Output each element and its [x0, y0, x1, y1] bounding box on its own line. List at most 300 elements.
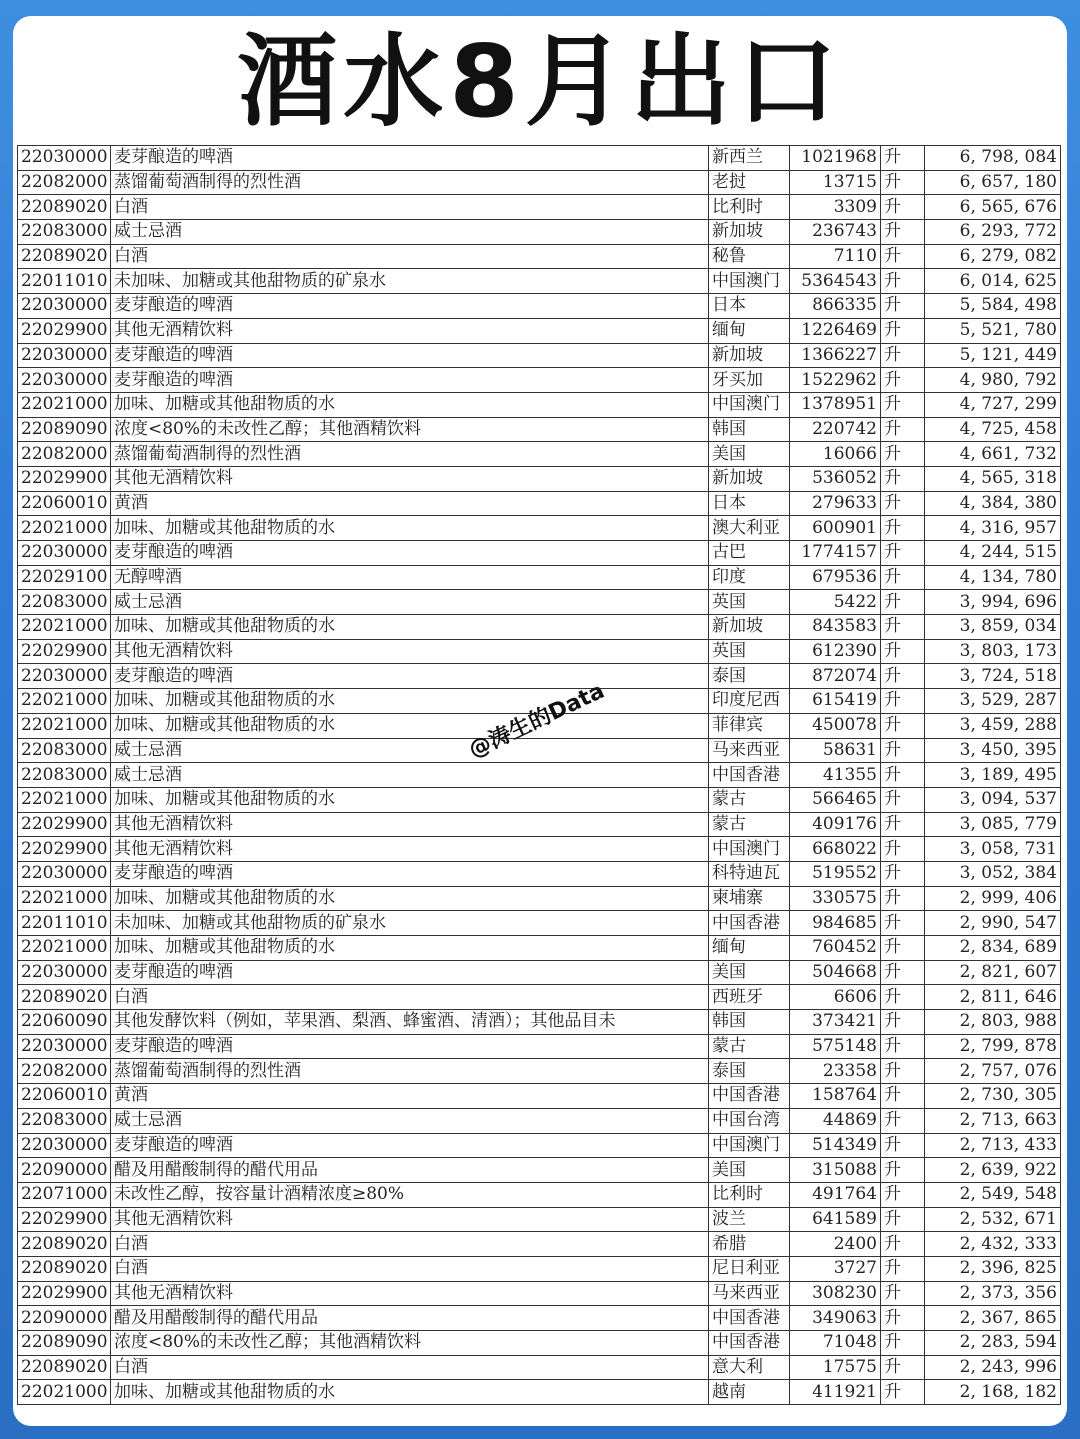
hs-code-cell: 22030000 [18, 541, 111, 566]
hs-code-cell: 22029900 [18, 318, 111, 343]
country-cell: 中国台湾 [709, 1108, 790, 1133]
country-cell: 韩国 [709, 417, 790, 442]
product-name-cell: 白酒 [111, 1256, 709, 1281]
hs-code-cell: 22083000 [18, 1108, 111, 1133]
country-cell: 老挝 [709, 170, 790, 195]
country-cell: 新加坡 [709, 615, 790, 640]
country-cell: 波兰 [709, 1207, 790, 1232]
product-name-cell: 麦芽酿造的啤酒 [111, 541, 709, 566]
unit-cell: 升 [881, 936, 925, 961]
quantity-cell: 23358 [790, 1059, 881, 1084]
value-cell: 4, 725, 458 [925, 417, 1061, 442]
table-body [18, 146, 1061, 1405]
value-cell: 3, 052, 384 [925, 861, 1061, 886]
value-cell: 2, 639, 922 [925, 1158, 1061, 1183]
quantity-cell: 279633 [790, 491, 881, 516]
quantity-cell: 2400 [790, 1232, 881, 1257]
country-cell: 希腊 [709, 1232, 790, 1257]
unit-cell: 升 [881, 442, 925, 467]
hs-code-cell: 22060090 [18, 1010, 111, 1035]
product-name-cell: 加味、加糖或其他甜物质的水 [111, 392, 709, 417]
hs-code-cell: 22082000 [18, 1059, 111, 1084]
unit-cell: 升 [881, 689, 925, 714]
hs-code-cell: 22029900 [18, 1281, 111, 1306]
product-name-cell: 蒸馏葡萄酒制得的烈性酒 [111, 1059, 709, 1084]
table-row [18, 1034, 1061, 1059]
product-name-cell: 醋及用醋酸制得的醋代用品 [111, 1158, 709, 1183]
quantity-cell: 872074 [790, 664, 881, 689]
country-cell: 蒙古 [709, 812, 790, 837]
unit-cell: 升 [881, 738, 925, 763]
table-row [18, 936, 1061, 961]
hs-code-cell: 22030000 [18, 368, 111, 393]
value-cell: 4, 384, 380 [925, 491, 1061, 516]
quantity-cell: 519552 [790, 861, 881, 886]
hs-code-cell: 22083000 [18, 220, 111, 245]
unit-cell: 升 [881, 911, 925, 936]
table-row [18, 1331, 1061, 1356]
table-row [18, 639, 1061, 664]
product-name-cell: 加味、加糖或其他甜物质的水 [111, 615, 709, 640]
table-row [18, 491, 1061, 516]
unit-cell: 升 [881, 318, 925, 343]
unit-cell: 升 [881, 244, 925, 269]
table-row [18, 195, 1061, 220]
value-cell: 2, 811, 646 [925, 985, 1061, 1010]
hs-code-cell: 22082000 [18, 170, 111, 195]
unit-cell: 升 [881, 1306, 925, 1331]
export-table [17, 145, 1061, 1405]
product-name-cell: 其他无酒精饮料 [111, 466, 709, 491]
table-row [18, 1158, 1061, 1183]
unit-cell: 升 [881, 615, 925, 640]
hs-code-cell: 22029900 [18, 812, 111, 837]
hs-code-cell: 22021000 [18, 392, 111, 417]
country-cell: 中国香港 [709, 763, 790, 788]
quantity-cell: 44869 [790, 1108, 881, 1133]
hs-code-cell: 22021000 [18, 713, 111, 738]
hs-code-cell: 22011010 [18, 269, 111, 294]
hs-code-cell: 22089090 [18, 417, 111, 442]
hs-code-cell: 22029900 [18, 1207, 111, 1232]
country-cell: 新西兰 [709, 146, 790, 171]
value-cell: 2, 549, 548 [925, 1182, 1061, 1207]
unit-cell: 升 [881, 960, 925, 985]
product-name-cell: 未加味、加糖或其他甜物质的矿泉水 [111, 911, 709, 936]
value-cell: 2, 990, 547 [925, 911, 1061, 936]
quantity-cell: 504668 [790, 960, 881, 985]
country-cell: 柬埔寨 [709, 886, 790, 911]
product-name-cell: 黄酒 [111, 491, 709, 516]
hs-code-cell: 22030000 [18, 343, 111, 368]
unit-cell: 升 [881, 1256, 925, 1281]
country-cell: 马来西亚 [709, 738, 790, 763]
unit-cell: 升 [881, 861, 925, 886]
value-cell: 2, 821, 607 [925, 960, 1061, 985]
table-row [18, 343, 1061, 368]
hs-code-cell: 22030000 [18, 1133, 111, 1158]
value-cell: 4, 661, 732 [925, 442, 1061, 467]
unit-cell: 升 [881, 1084, 925, 1109]
hs-code-cell: 22021000 [18, 1380, 111, 1405]
value-cell: 3, 994, 696 [925, 590, 1061, 615]
product-name-cell: 加味、加糖或其他甜物质的水 [111, 1380, 709, 1405]
unit-cell: 升 [881, 392, 925, 417]
table-row [18, 269, 1061, 294]
quantity-cell: 236743 [790, 220, 881, 245]
unit-cell: 升 [881, 1182, 925, 1207]
value-cell: 4, 316, 957 [925, 516, 1061, 541]
table-row [18, 911, 1061, 936]
quantity-cell: 760452 [790, 936, 881, 961]
quantity-cell: 409176 [790, 812, 881, 837]
table-row [18, 318, 1061, 343]
hs-code-cell: 22089020 [18, 244, 111, 269]
table-row [18, 787, 1061, 812]
hs-code-cell: 22029900 [18, 639, 111, 664]
unit-cell: 升 [881, 1034, 925, 1059]
hs-code-cell: 22011010 [18, 911, 111, 936]
value-cell: 6, 293, 772 [925, 220, 1061, 245]
product-name-cell: 加味、加糖或其他甜物质的水 [111, 516, 709, 541]
product-name-cell: 麦芽酿造的啤酒 [111, 146, 709, 171]
value-cell: 3, 724, 518 [925, 664, 1061, 689]
product-name-cell: 其他无酒精饮料 [111, 639, 709, 664]
country-cell: 中国澳门 [709, 1133, 790, 1158]
quantity-cell: 575148 [790, 1034, 881, 1059]
country-cell: 英国 [709, 590, 790, 615]
table-row [18, 886, 1061, 911]
hs-code-cell: 22029900 [18, 837, 111, 862]
hs-code-cell: 22030000 [18, 960, 111, 985]
value-cell: 6, 279, 082 [925, 244, 1061, 269]
product-name-cell: 白酒 [111, 985, 709, 1010]
table-row [18, 1207, 1061, 1232]
quantity-cell: 349063 [790, 1306, 881, 1331]
country-cell: 中国香港 [709, 1084, 790, 1109]
hs-code-cell: 22089020 [18, 195, 111, 220]
unit-cell: 升 [881, 1232, 925, 1257]
product-name-cell: 未改性乙醇，按容量计酒精浓度≥80% [111, 1182, 709, 1207]
country-cell: 英国 [709, 639, 790, 664]
country-cell: 中国香港 [709, 1331, 790, 1356]
value-cell: 2, 713, 663 [925, 1108, 1061, 1133]
quantity-cell: 373421 [790, 1010, 881, 1035]
unit-cell: 升 [881, 985, 925, 1010]
value-cell: 6, 798, 084 [925, 146, 1061, 171]
unit-cell: 升 [881, 1355, 925, 1380]
watermark: @涛生的Data [465, 678, 609, 764]
hs-code-cell: 22082000 [18, 442, 111, 467]
product-name-cell: 其他无酒精饮料 [111, 837, 709, 862]
quantity-cell: 220742 [790, 417, 881, 442]
quantity-cell: 491764 [790, 1182, 881, 1207]
quantity-cell: 984685 [790, 911, 881, 936]
country-cell: 泰国 [709, 664, 790, 689]
hs-code-cell: 22021000 [18, 516, 111, 541]
value-cell: 2, 757, 076 [925, 1059, 1061, 1084]
quantity-cell: 3309 [790, 195, 881, 220]
country-cell: 泰国 [709, 1059, 790, 1084]
country-cell: 尼日利亚 [709, 1256, 790, 1281]
hs-code-cell: 22030000 [18, 146, 111, 171]
country-cell: 新加坡 [709, 343, 790, 368]
quantity-cell: 600901 [790, 516, 881, 541]
country-cell: 比利时 [709, 195, 790, 220]
table-row [18, 565, 1061, 590]
product-name-cell: 加味、加糖或其他甜物质的水 [111, 936, 709, 961]
hs-code-cell: 22089090 [18, 1331, 111, 1356]
unit-cell: 升 [881, 417, 925, 442]
table-row [18, 664, 1061, 689]
country-cell: 中国澳门 [709, 392, 790, 417]
unit-cell: 升 [881, 146, 925, 171]
country-cell: 牙买加 [709, 368, 790, 393]
quantity-cell: 315088 [790, 1158, 881, 1183]
hs-code-cell: 22021000 [18, 689, 111, 714]
value-cell: 3, 859, 034 [925, 615, 1061, 640]
page-title: 酒水8月出口 [237, 23, 843, 140]
unit-cell: 升 [881, 516, 925, 541]
unit-cell: 升 [881, 837, 925, 862]
quantity-cell: 5422 [790, 590, 881, 615]
value-cell: 2, 999, 406 [925, 886, 1061, 911]
country-cell: 古巴 [709, 541, 790, 566]
quantity-cell: 612390 [790, 639, 881, 664]
country-cell: 蒙古 [709, 787, 790, 812]
value-cell: 2, 803, 988 [925, 1010, 1061, 1035]
product-name-cell: 黄酒 [111, 1084, 709, 1109]
content-card [13, 16, 1067, 1426]
unit-cell: 升 [881, 713, 925, 738]
quantity-cell: 16066 [790, 442, 881, 467]
quantity-cell: 41355 [790, 763, 881, 788]
country-cell: 比利时 [709, 1182, 790, 1207]
quantity-cell: 58631 [790, 738, 881, 763]
quantity-cell: 158764 [790, 1084, 881, 1109]
table-row [18, 763, 1061, 788]
value-cell: 6, 014, 625 [925, 269, 1061, 294]
value-cell: 3, 450, 395 [925, 738, 1061, 763]
value-cell: 6, 657, 180 [925, 170, 1061, 195]
country-cell: 中国香港 [709, 911, 790, 936]
value-cell: 2, 713, 433 [925, 1133, 1061, 1158]
hs-code-cell: 22089020 [18, 1256, 111, 1281]
product-name-cell: 白酒 [111, 195, 709, 220]
unit-cell: 升 [881, 1108, 925, 1133]
value-cell: 3, 085, 779 [925, 812, 1061, 837]
unit-cell: 升 [881, 812, 925, 837]
quantity-cell: 514349 [790, 1133, 881, 1158]
quantity-cell: 71048 [790, 1331, 881, 1356]
product-name-cell: 加味、加糖或其他甜物质的水 [111, 713, 709, 738]
quantity-cell: 679536 [790, 565, 881, 590]
unit-cell: 升 [881, 466, 925, 491]
unit-cell: 升 [881, 1010, 925, 1035]
quantity-cell: 641589 [790, 1207, 881, 1232]
unit-cell: 升 [881, 491, 925, 516]
country-cell: 菲律宾 [709, 713, 790, 738]
hs-code-cell: 22089020 [18, 985, 111, 1010]
country-cell: 日本 [709, 491, 790, 516]
quantity-cell: 566465 [790, 787, 881, 812]
table-row [18, 1084, 1061, 1109]
country-cell: 中国澳门 [709, 837, 790, 862]
table-row [18, 1380, 1061, 1405]
hs-code-cell: 22029100 [18, 565, 111, 590]
product-name-cell: 其他无酒精饮料 [111, 318, 709, 343]
product-name-cell: 麦芽酿造的啤酒 [111, 861, 709, 886]
quantity-cell: 1226469 [790, 318, 881, 343]
country-cell: 澳大利亚 [709, 516, 790, 541]
hs-code-cell: 22021000 [18, 615, 111, 640]
table-row [18, 1059, 1061, 1084]
value-cell: 3, 803, 173 [925, 639, 1061, 664]
product-name-cell: 浓度<80%的未改性乙醇；其他酒精饮料 [111, 417, 709, 442]
product-name-cell: 麦芽酿造的啤酒 [111, 960, 709, 985]
country-cell: 缅甸 [709, 936, 790, 961]
product-name-cell: 白酒 [111, 244, 709, 269]
unit-cell: 升 [881, 1331, 925, 1356]
unit-cell: 升 [881, 886, 925, 911]
quantity-cell: 866335 [790, 294, 881, 319]
product-name-cell: 威士忌酒 [111, 738, 709, 763]
country-cell: 科特迪瓦 [709, 861, 790, 886]
unit-cell: 升 [881, 1281, 925, 1306]
unit-cell: 升 [881, 541, 925, 566]
unit-cell: 升 [881, 763, 925, 788]
product-name-cell: 威士忌酒 [111, 590, 709, 615]
unit-cell: 升 [881, 1207, 925, 1232]
value-cell: 2, 432, 333 [925, 1232, 1061, 1257]
product-name-cell: 无醇啤酒 [111, 565, 709, 590]
country-cell: 马来西亚 [709, 1281, 790, 1306]
product-name-cell: 威士忌酒 [111, 763, 709, 788]
product-name-cell: 其他无酒精饮料 [111, 1207, 709, 1232]
product-name-cell: 加味、加糖或其他甜物质的水 [111, 787, 709, 812]
table-row [18, 861, 1061, 886]
table-row [18, 1281, 1061, 1306]
unit-cell: 升 [881, 1158, 925, 1183]
unit-cell: 升 [881, 590, 925, 615]
hs-code-cell: 22089020 [18, 1355, 111, 1380]
product-name-cell: 麦芽酿造的啤酒 [111, 664, 709, 689]
table-row [18, 985, 1061, 1010]
table-row [18, 541, 1061, 566]
quantity-cell: 668022 [790, 837, 881, 862]
product-name-cell: 蒸馏葡萄酒制得的烈性酒 [111, 170, 709, 195]
hs-code-cell: 22021000 [18, 787, 111, 812]
product-name-cell: 麦芽酿造的啤酒 [111, 1034, 709, 1059]
table-row [18, 812, 1061, 837]
unit-cell: 升 [881, 565, 925, 590]
country-cell: 印度 [709, 565, 790, 590]
unit-cell: 升 [881, 368, 925, 393]
table-row [18, 1355, 1061, 1380]
unit-cell: 升 [881, 1133, 925, 1158]
product-name-cell: 其他无酒精饮料 [111, 812, 709, 837]
product-name-cell: 其他发酵饮料（例如，苹果酒、梨酒、蜂蜜酒、清酒）；其他品目未 [111, 1010, 709, 1035]
quantity-cell: 1366227 [790, 343, 881, 368]
product-name-cell: 白酒 [111, 1355, 709, 1380]
value-cell: 2, 373, 356 [925, 1281, 1061, 1306]
table-row [18, 615, 1061, 640]
table-row [18, 738, 1061, 763]
hs-code-cell: 22090000 [18, 1306, 111, 1331]
value-cell: 2, 283, 594 [925, 1331, 1061, 1356]
unit-cell: 升 [881, 220, 925, 245]
value-cell: 3, 189, 495 [925, 763, 1061, 788]
product-name-cell: 未加味、加糖或其他甜物质的矿泉水 [111, 269, 709, 294]
unit-cell: 升 [881, 269, 925, 294]
hs-code-cell: 22021000 [18, 886, 111, 911]
country-cell: 美国 [709, 960, 790, 985]
quantity-cell: 17575 [790, 1355, 881, 1380]
hs-code-cell: 22090000 [18, 1158, 111, 1183]
unit-cell: 升 [881, 664, 925, 689]
table-row [18, 170, 1061, 195]
hs-code-cell: 22060010 [18, 1084, 111, 1109]
quantity-cell: 7110 [790, 244, 881, 269]
table-row [18, 466, 1061, 491]
product-name-cell: 醋及用醋酸制得的醋代用品 [111, 1306, 709, 1331]
quantity-cell: 3727 [790, 1256, 881, 1281]
table-row [18, 392, 1061, 417]
product-name-cell: 其他无酒精饮料 [111, 1281, 709, 1306]
quantity-cell: 6606 [790, 985, 881, 1010]
unit-cell: 升 [881, 195, 925, 220]
table-row [18, 146, 1061, 171]
quantity-cell: 411921 [790, 1380, 881, 1405]
country-cell: 西班牙 [709, 985, 790, 1010]
quantity-cell: 1774157 [790, 541, 881, 566]
quantity-cell: 1378951 [790, 392, 881, 417]
value-cell: 3, 094, 537 [925, 787, 1061, 812]
country-cell: 美国 [709, 1158, 790, 1183]
table-row [18, 590, 1061, 615]
country-cell: 韩国 [709, 1010, 790, 1035]
country-cell: 意大利 [709, 1355, 790, 1380]
hs-code-cell: 22030000 [18, 1034, 111, 1059]
value-cell: 2, 532, 671 [925, 1207, 1061, 1232]
product-name-cell: 麦芽酿造的啤酒 [111, 1133, 709, 1158]
country-cell: 越南 [709, 1380, 790, 1405]
value-cell: 6, 565, 676 [925, 195, 1061, 220]
product-name-cell: 麦芽酿造的啤酒 [111, 368, 709, 393]
quantity-cell: 1522962 [790, 368, 881, 393]
value-cell: 3, 058, 731 [925, 837, 1061, 862]
value-cell: 2, 367, 865 [925, 1306, 1061, 1331]
quantity-cell: 5364543 [790, 269, 881, 294]
country-cell: 蒙古 [709, 1034, 790, 1059]
table-row [18, 1133, 1061, 1158]
country-cell: 秘鲁 [709, 244, 790, 269]
product-name-cell: 麦芽酿造的啤酒 [111, 343, 709, 368]
quantity-cell: 13715 [790, 170, 881, 195]
table-row [18, 294, 1061, 319]
table-row [18, 417, 1061, 442]
table-row [18, 244, 1061, 269]
product-name-cell: 浓度<80%的未改性乙醇；其他酒精饮料 [111, 1331, 709, 1356]
product-name-cell: 威士忌酒 [111, 1108, 709, 1133]
unit-cell: 升 [881, 1059, 925, 1084]
value-cell: 5, 121, 449 [925, 343, 1061, 368]
value-cell: 2, 730, 305 [925, 1084, 1061, 1109]
unit-cell: 升 [881, 170, 925, 195]
hs-code-cell: 22021000 [18, 936, 111, 961]
quantity-cell: 615419 [790, 689, 881, 714]
table-row [18, 1256, 1061, 1281]
